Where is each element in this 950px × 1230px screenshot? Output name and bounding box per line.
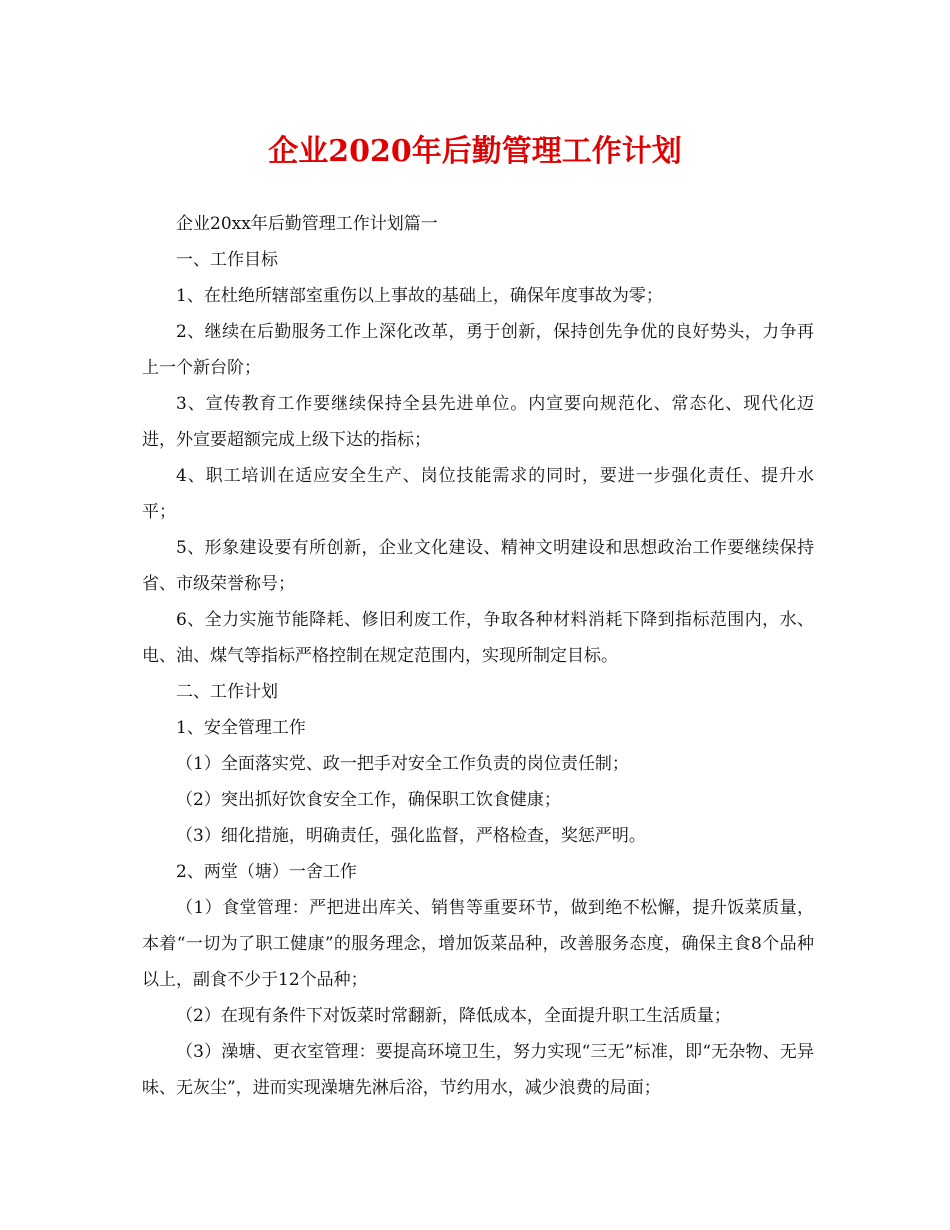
paragraph: 2、两堂（塘）一舍工作 — [176, 862, 357, 882]
paragraph: 3、宣传教育工作要继续保持全县先进单位。内宣要向规范化、常态化、现代化迈进，外宣要超额完成上级下达的指标； — [142, 394, 814, 450]
paragraph: 一、工作目标 — [176, 250, 278, 270]
document-body — [142, 206, 814, 1106]
paragraph: （1）全面落实党、政一把手对安全工作负责的岗位责任制； — [176, 754, 629, 774]
paragraph: （2）突出抓好饮食安全工作，确保职工饮食健康； — [176, 790, 561, 810]
paragraph: 二、工作计划 — [176, 682, 278, 702]
paragraph: 4、职工培训在适应安全生产、岗位技能需求的同时，要进一步强化责任、提升水平； — [142, 466, 814, 522]
paragraph: 5、形象建设要有所创新，企业文化建设、精神文明建设和思想政治工作要继续保持省、市级荣誉称号； — [142, 538, 814, 594]
paragraph: （3）澡塘、更衣室管理：要提高环境卫生，努力实现“三无”标准，即“无杂物、无异味、无灰尘”，进而实现澡塘先淋后浴，节约用水，减少浪费的局面； — [142, 1042, 814, 1098]
paragraph: 1、安全管理工作 — [176, 718, 306, 738]
paragraph: 1、在杜绝所辖部室重伤以上事故的基础上，确保年度事故为零； — [176, 286, 663, 306]
paragraph: 企业20xx年后勤管理工作计划篇一 — [176, 214, 438, 234]
paragraph: （2）在现有条件下对饭菜时常翻新，降低成本，全面提升职工生活质量； — [176, 1006, 731, 1026]
paragraph: 6、全力实施节能降耗、修旧利废工作，争取各种材料消耗下降到指标范围内，水、电、油、煤气等指标严格控制在规定范围内，实现所制定目标。 — [142, 610, 814, 666]
paragraph: （1）食堂管理：严把进出库关、销售等重要环节，做到绝不松懈，提升饭菜质量，本着“一切为了职工健康”的服务理念，增加饭菜品种，改善服务态度，确保主食8个品种以上，副食不少于12个品种； — [142, 898, 814, 990]
document-title: 企业2020年后勤管理工作计划 — [268, 134, 682, 169]
paragraph: 2、继续在后勤服务工作上深化改革，勇于创新，保持创先争优的良好势头，力争再上一个新台阶； — [142, 322, 814, 378]
paragraph: （3）细化措施，明确责任，强化监督，严格检查，奖惩严明。 — [176, 826, 646, 846]
